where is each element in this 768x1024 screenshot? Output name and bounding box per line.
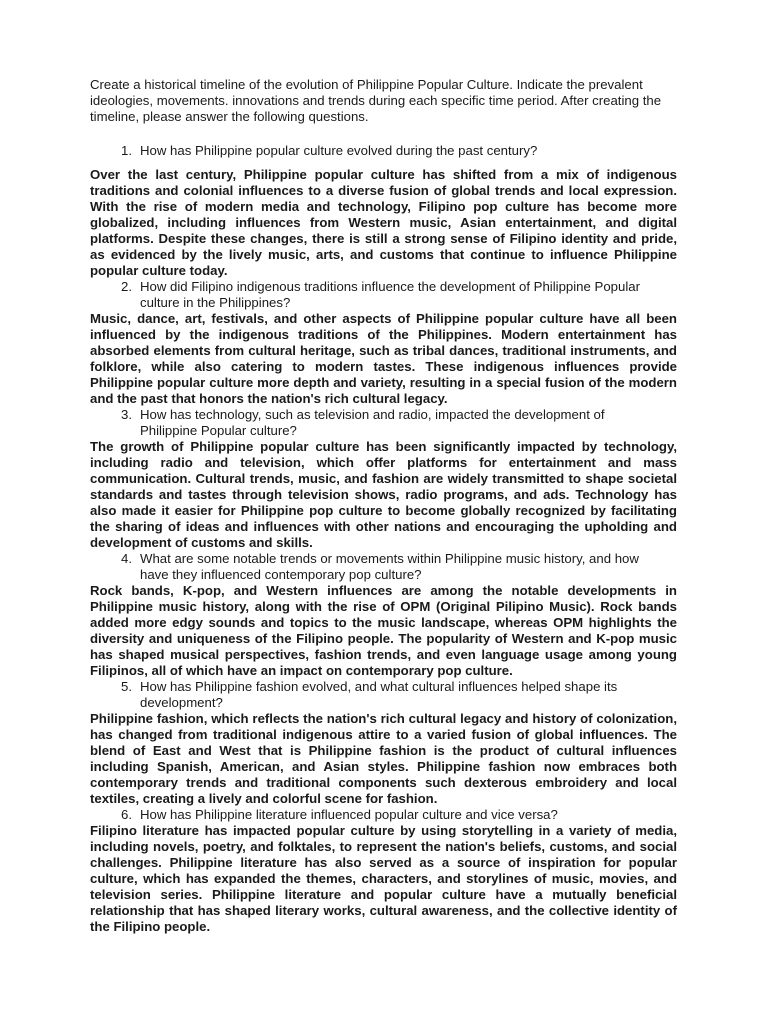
question-3 [90, 407, 677, 439]
question-text: How has Philippine literature influenced popular culture and vice versa? [140, 807, 558, 822]
answer-4: Rock bands, K-pop, and Western influences are among the notable developments in Philippine music history, along with the rise of OPM (Original Pilipino Music). Rock bands added more edgy sounds and topics to the music landscape, whereas OPM highlights the diversity and uniqueness of the Filipino people. The popularity of Western and K-pop music has shaped musical perspectives, fashion trends, and even language usage among young Filipinos, all of which have an impact on contemporary pop culture. [90, 583, 677, 678]
question-number: 5. [121, 679, 132, 694]
question-text: What are some notable trends or movements within Philippine music history, and how have they influenced contemporary pop culture? [140, 551, 639, 582]
instructions-paragraph: Create a historical timeline of the evolution of Philippine Popular Culture. Indicate the prevalent ideologies, movements. innovations and trends during each specific time period. After creating the timeline, please answer the following questions. [90, 77, 662, 124]
question-number: 3. [121, 407, 132, 422]
question-number: 2. [121, 279, 132, 294]
question-text: How has Philippine fashion evolved, and what cultural influences helped shape its development? [140, 679, 618, 710]
answer-1: Over the last century, Philippine popular culture has shifted from a mix of indigenous traditions and colonial influences to a diverse fusion of global trends and local expression. With the rise of modern media and technology, Filipino pop culture has become more globalized, including influences from Western music, Asian entertainment, and digital platforms. Despite these changes, there is still a strong sense of Filipino identity and pride, as evidenced by the lively music, arts, and customs that continue to influence Philippine popular culture today. [90, 167, 677, 278]
answer-3: The growth of Philippine popular culture has been significantly impacted by technology, including radio and television, which offer platforms for entertainment and mass communication. Cultural trends, music, and fashion are widely transmitted to shape societal standards and tastes through television shows, radio programs, and ads. Technology has also made it easier for Philippine pop culture to become globally recognized by facilitating the sharing of ideas and influences with other nations and encouraging the upholding and development of customs and skills. [90, 439, 677, 550]
question-text: How did Filipino indigenous traditions influence the development of Philippine Popular culture in the Philippines? [140, 279, 640, 310]
question-number: 4. [121, 551, 132, 566]
question-text: How has Philippine popular culture evolved during the past century? [140, 143, 538, 158]
question-5 [90, 679, 677, 711]
question-number: 6. [121, 807, 132, 822]
question-2 [90, 279, 677, 311]
answer-6: Filipino literature has impacted popular culture by using storytelling in a variety of media, including novels, poetry, and folktales, to represent the nation's beliefs, customs, and social challenges. Philippine literature has also served as a source of inspiration for popular culture, which has expanded the themes, characters, and storylines of music, movies, and television series. Philippine literature and popular culture have a mutually beneficial relationship that has shaped literary works, cultural awareness, and the collective identity of the Filipino people. [90, 823, 677, 934]
question-6 [90, 807, 677, 823]
question-1 [90, 143, 677, 159]
answer-2: Music, dance, art, festivals, and other aspects of Philippine popular culture have all been influenced by the indigenous traditions of the Philippines. Modern entertainment has absorbed elements from cultural heritage, such as tribal dances, traditional instruments, and folklore, while also catering to modern tastes. These indigenous influences provide Philippine popular culture more depth and variety, resulting in a special fusion of the modern and the past that honors the nation's rich cultural legacy. [90, 311, 677, 406]
answer-5: Philippine fashion, which reflects the nation's rich cultural legacy and history of colonization, has changed from traditional indigenous attire to a varied fusion of global influences. The blend of East and West that is Philippine fashion is the product of cultural influences including Spanish, American, and Asian styles. Philippine fashion now embraces both contemporary trends and traditional components such dexterous embroidery and local textiles, creating a lively and colorful scene for fashion. [90, 711, 677, 806]
question-4 [90, 551, 677, 583]
question-number: 1. [121, 143, 132, 158]
document-page [90, 77, 677, 935]
question-text: How has technology, such as television and radio, impacted the development of Philippine Popular culture? [140, 407, 605, 438]
